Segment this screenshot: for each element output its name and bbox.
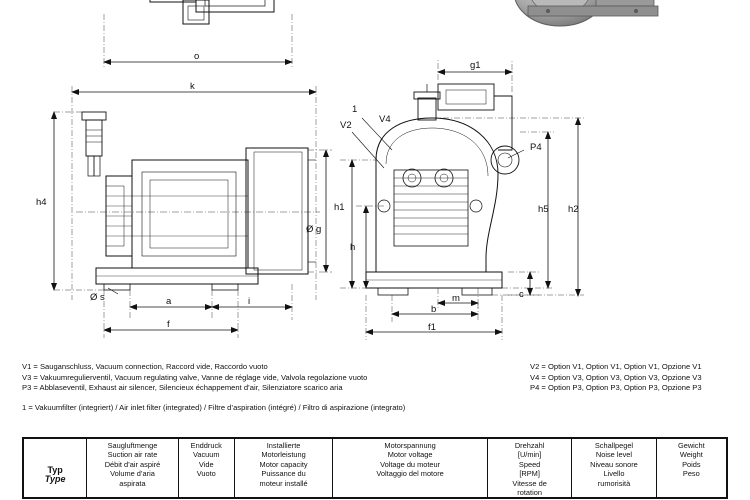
dim-i	[212, 284, 292, 320]
top-view	[72, 0, 274, 24]
legend-v3: V3 = Vakuumregulierventil, Vacuum regulating valve, Vanne de réglage vide, Valvola regolazione vuoto	[22, 372, 368, 382]
th-line: Motor voltage	[387, 450, 433, 460]
legend	[22, 362, 734, 413]
th-typ-line-1: Typ	[47, 464, 63, 475]
th-line: Drehzahl	[514, 441, 545, 450]
th-line: Saugluftmenge	[107, 441, 158, 450]
legend-row	[22, 383, 734, 394]
label-m: m	[452, 293, 460, 304]
label-p4: P4	[530, 142, 542, 153]
th-line: [RPM]	[519, 469, 540, 479]
th-line: Schallpegel	[594, 441, 634, 450]
legend-v4: V4 = Option V3, Option V3, Option V3, Opzione V3	[530, 372, 702, 382]
label-b: b	[431, 304, 437, 315]
th-line: Vitesse de	[512, 478, 547, 488]
th-line: Voltaggio del motore	[376, 469, 444, 479]
th-line: Suction air rate	[107, 450, 158, 460]
dim-f1	[366, 295, 502, 340]
legend-v2: V2 = Option V1, Option V1, Option V1, Opzione V1	[530, 362, 702, 371]
th-line: Gewicht	[677, 441, 705, 450]
th-line: moteur installé	[259, 478, 308, 488]
th-line: rumorisità	[597, 478, 631, 488]
th-line: Speed	[518, 459, 541, 469]
th-typ	[24, 439, 87, 498]
dim-c	[508, 272, 540, 295]
dim-h2	[432, 118, 584, 296]
th-line: Puissance du	[261, 469, 306, 479]
th-line: Motorspannung	[384, 441, 436, 450]
label-h5: h5	[538, 204, 549, 215]
dim-h1	[340, 160, 378, 288]
label-diameter-g: Ø g	[306, 224, 322, 235]
dim-h	[356, 206, 384, 288]
th-line: Vide	[198, 459, 214, 469]
th-line: Installierte	[266, 441, 301, 450]
label-k: k	[190, 81, 195, 92]
th-line: Peso	[682, 469, 700, 479]
dim-diameter-g	[308, 150, 332, 272]
th-line: Vuoto	[196, 469, 216, 479]
th-line: Débit d’air aspiré	[104, 459, 161, 469]
th-typ-line-2: Type	[44, 474, 66, 485]
label-f1: f1	[428, 322, 436, 333]
th-line: rotation	[517, 488, 542, 498]
legend-p3: P3 = Abblaseventil, Exhaust air silencer, Silencieux échappement d’air, Silenziatore scarico aria	[22, 383, 343, 393]
th-weight	[656, 439, 726, 498]
label-i: i	[248, 296, 251, 307]
th-line: Motorleistung	[261, 450, 306, 460]
legend-row	[22, 362, 734, 373]
th-line: Livello	[603, 469, 625, 479]
spec-table-inner	[23, 438, 727, 498]
label-h2: h2	[568, 204, 579, 215]
th-vacuum	[178, 439, 234, 498]
label-a: a	[166, 296, 172, 307]
legend-p4: P4 = Option P3, Option P3, Option P3, Opzione P3	[530, 383, 702, 393]
th-line: Noise level	[595, 450, 633, 460]
th-speed	[487, 439, 571, 498]
th-line: Poids	[682, 459, 701, 469]
label-o: o	[194, 51, 200, 62]
dim-h4	[54, 112, 104, 290]
legend-spacer	[22, 394, 734, 403]
label-g1: g1	[470, 60, 481, 71]
th-line: Voltage du moteur	[380, 459, 441, 469]
end-view	[352, 84, 524, 295]
label-f: f	[167, 319, 170, 330]
table-header-row	[24, 439, 727, 498]
product-photo	[500, 0, 750, 26]
label-h4: h4	[36, 197, 47, 208]
th-suction-air-rate	[87, 439, 178, 498]
label-diameter-s: Ø s	[90, 292, 105, 303]
th-noise-level	[572, 439, 656, 498]
th-line: Niveau sonore	[590, 459, 638, 469]
th-line: Volume d’aria	[110, 469, 155, 479]
side-view	[72, 86, 320, 300]
label-h1: h1	[334, 202, 345, 213]
th-motor-capacity	[234, 439, 332, 498]
th-line: Weight	[679, 450, 703, 460]
label-c: c	[519, 289, 524, 300]
legend-v1: V1 = Sauganschluss, Vacuum connection, Raccord vide, Raccordo vuoto	[22, 362, 268, 371]
legend-row	[22, 403, 734, 414]
th-line: aspirata	[119, 478, 146, 488]
label-v2: V2	[340, 120, 352, 131]
th-line: [U/min]	[517, 450, 542, 460]
label-v4: V4	[379, 114, 391, 125]
th-line: Vacuum	[192, 450, 220, 460]
legend-note-filter: 1 = Vakuumfilter (integriert) / Air inlet filter (integrated) / Filtre d’aspiration (intégré) / Filtro di aspirazione (integrato)	[22, 402, 406, 412]
label-1: 1	[352, 104, 358, 115]
legend-row	[22, 373, 734, 384]
th-line: Motor capacity	[259, 459, 308, 469]
th-line: Enddruck	[190, 441, 222, 450]
th-motor-voltage	[333, 439, 488, 498]
label-h: h	[350, 242, 356, 253]
dim-diameter-s	[108, 288, 118, 294]
spec-table	[22, 437, 728, 499]
